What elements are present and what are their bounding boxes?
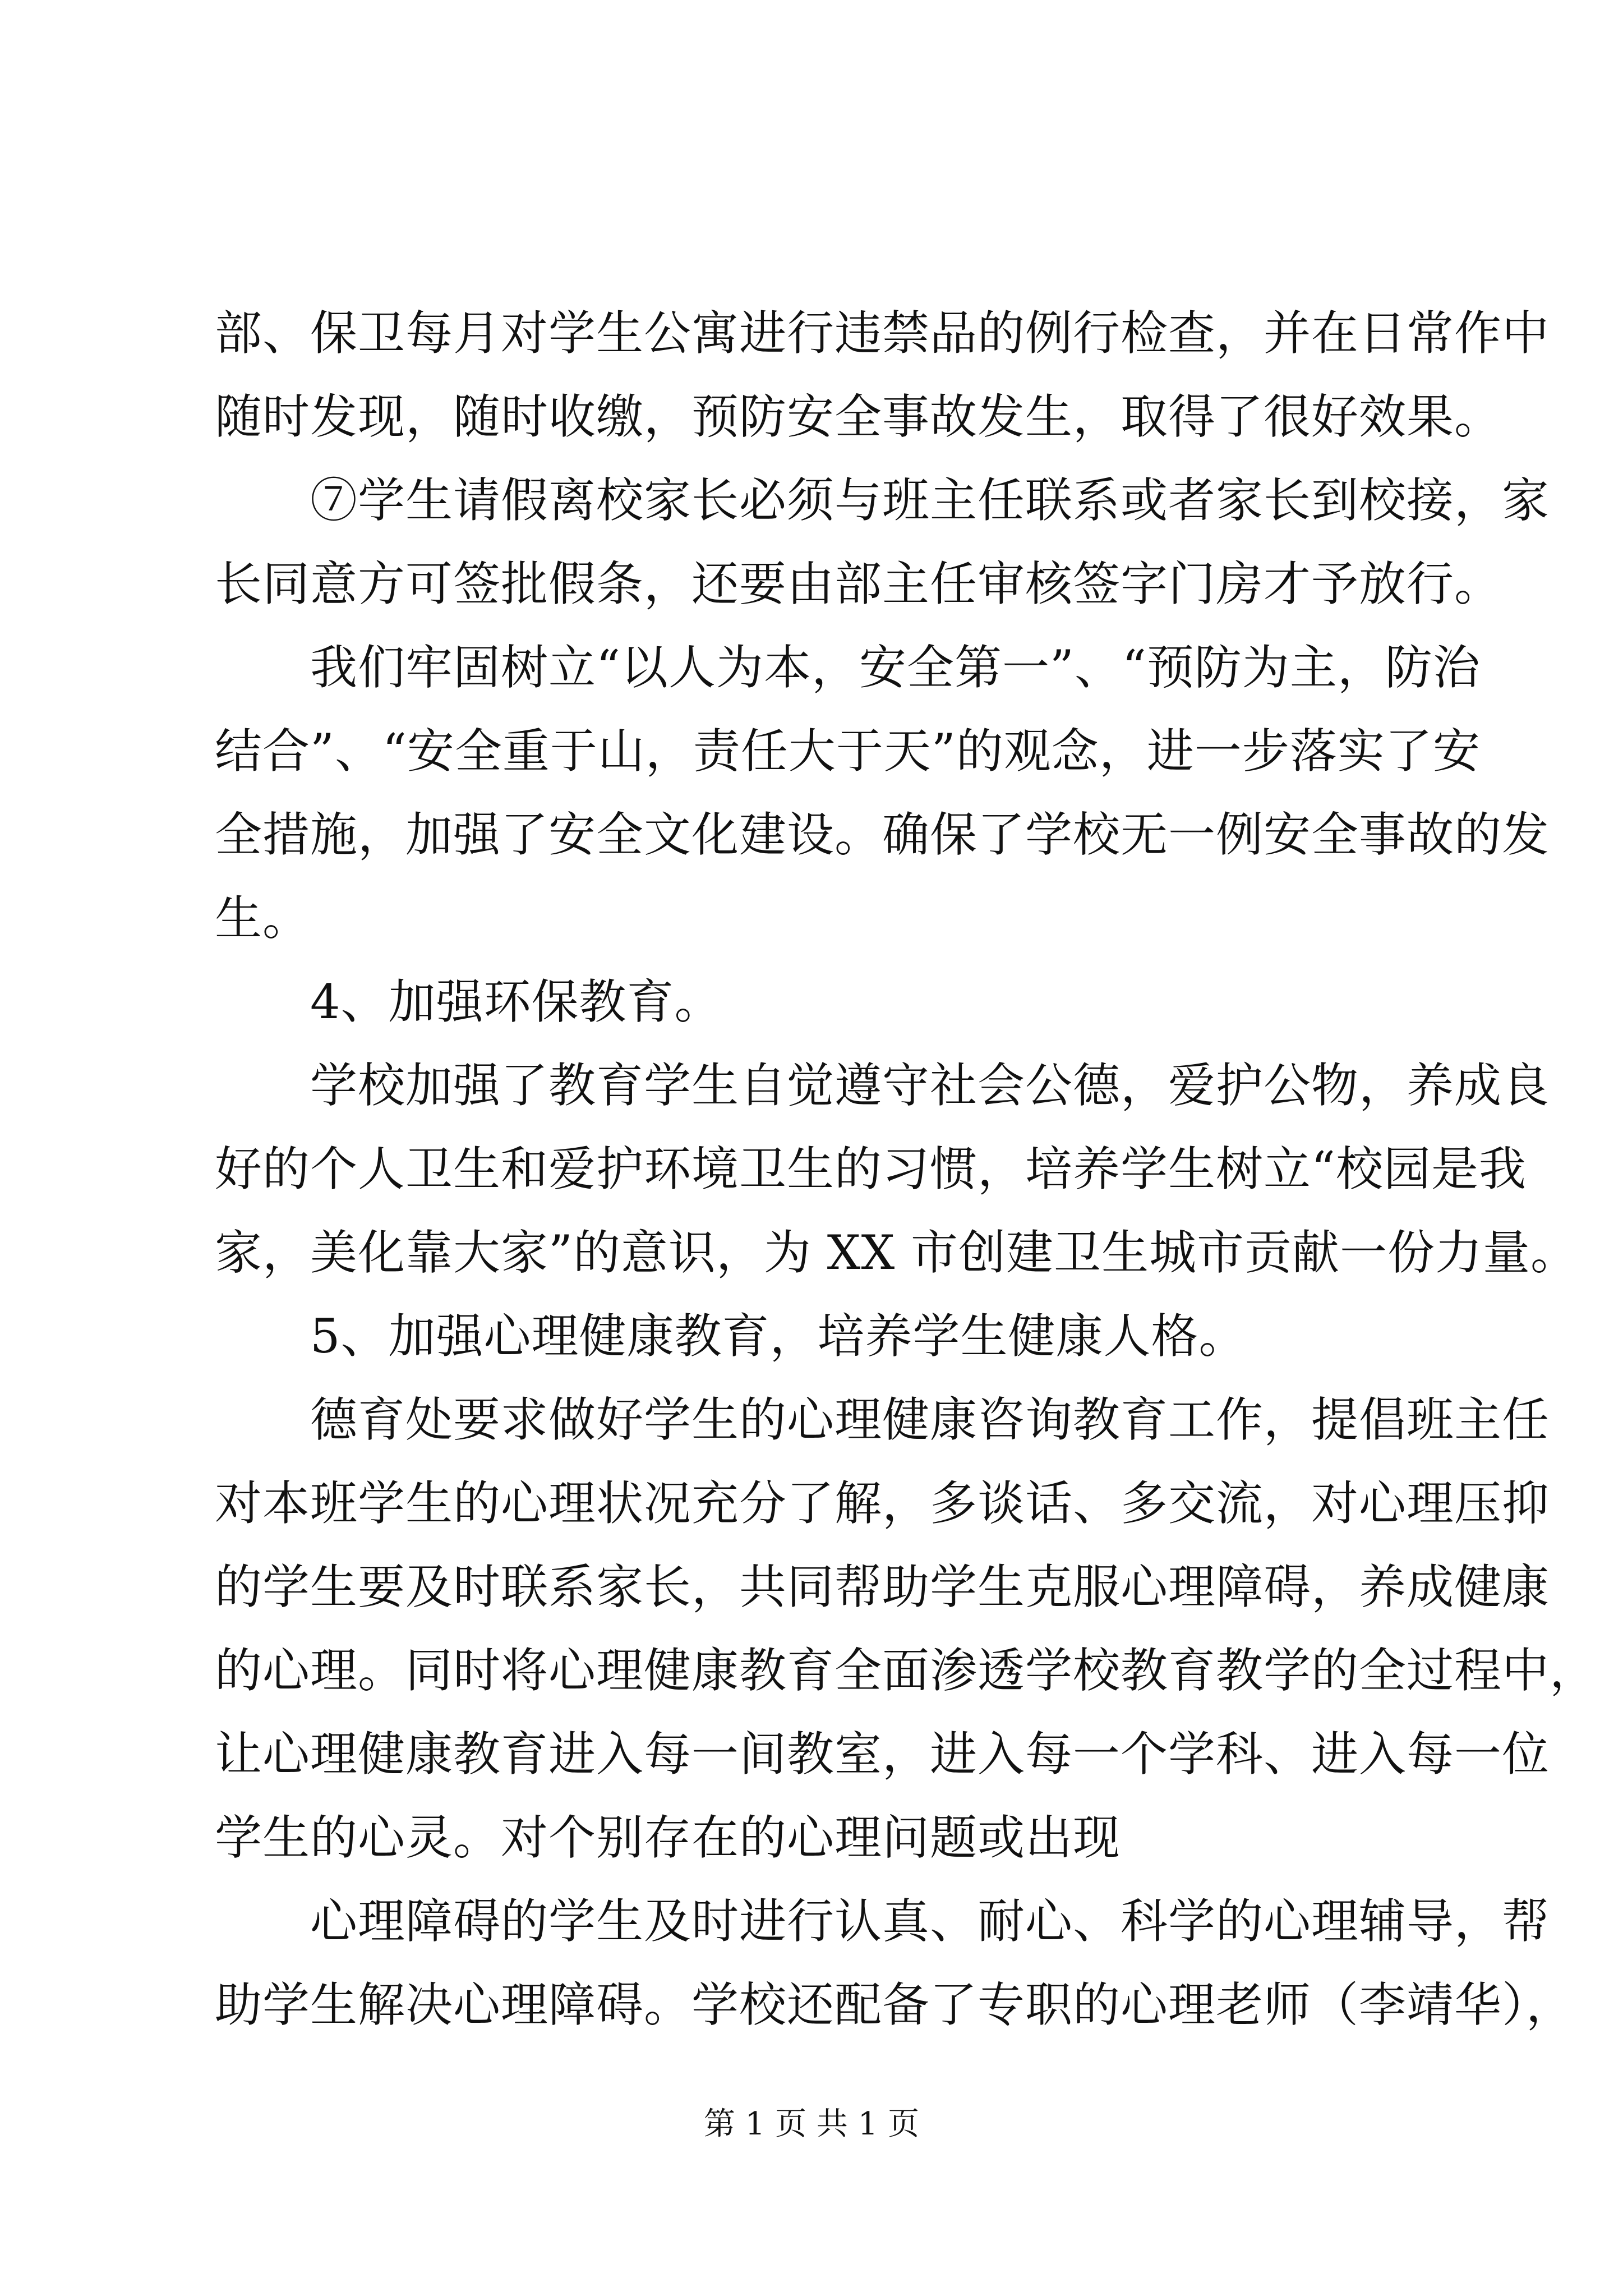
text-line: 长同意方可签批假条，还要由部主任审核签字门房才予放行。	[215, 556, 1502, 611]
text-line: 学校加强了教育学生自觉遵守社会公德，爱护公物，养成良	[215, 1058, 1550, 1113]
text-line: 结合”、“安全重于山，责任大于天”的观念，进一步落实了安	[215, 724, 1481, 779]
text-line: 对本班学生的心理状况充分了解，多谈话、多交流，对心理压抑	[215, 1476, 1550, 1531]
text-line: 的学生要及时联系家长，共同帮助学生克服心理障碍，养成健康	[215, 1559, 1550, 1614]
text-line: 家，美化靠大家”的意识，为 XX 市创建卫生城市贡献一份力量。	[215, 1225, 1578, 1280]
text-line: 我们牢固树立“以人为本，安全第一”、“预防为主，防治	[215, 640, 1481, 695]
text-line: 让心理健康教育进入每一间教室，进入每一个学科、进入每一位	[215, 1727, 1550, 1782]
text-line: 4、加强环保教育。	[215, 974, 722, 1029]
page-footer: 第 1 页 共 1 页	[703, 2106, 920, 2142]
text-line: 全措施，加强了安全文化建设。确保了学校无一例安全事故的发	[215, 807, 1550, 862]
text-line: 心理障碍的学生及时进行认真、耐心、科学的心理辅导，帮	[215, 1894, 1550, 1949]
text-line: ⑦学生请假离校家长必须与班主任联系或者家长到校接，家	[215, 473, 1550, 528]
text-line: 助学生解决心理障碍。学校还配备了专职的心理老师（李靖华），	[215, 1977, 1574, 2032]
text-line: 随时发现，随时收缴，预防安全事故发生，取得了很好效果。	[215, 389, 1502, 444]
text-line: 5、加强心理健康教育，培养学生健康人格。	[215, 1309, 1247, 1364]
document-body	[215, 292, 1598, 2047]
text-line: 好的个人卫生和爱护环境卫生的习惯，培养学生树立“校园是我	[215, 1142, 1527, 1197]
text-line: 生。	[215, 891, 311, 946]
text-line: 德育处要求做好学生的心理健康咨询教育工作，提倡班主任	[215, 1392, 1550, 1447]
text-line: 的心理。同时将心理健康教育全面渗透学校教育教学的全过程中，	[215, 1643, 1598, 1698]
text-line: 学生的心灵。对个别存在的心理问题或出现	[215, 1810, 1121, 1865]
text-line: 部、保卫每月对学生公寓进行违禁品的例行检查，并在日常作中	[215, 306, 1550, 361]
